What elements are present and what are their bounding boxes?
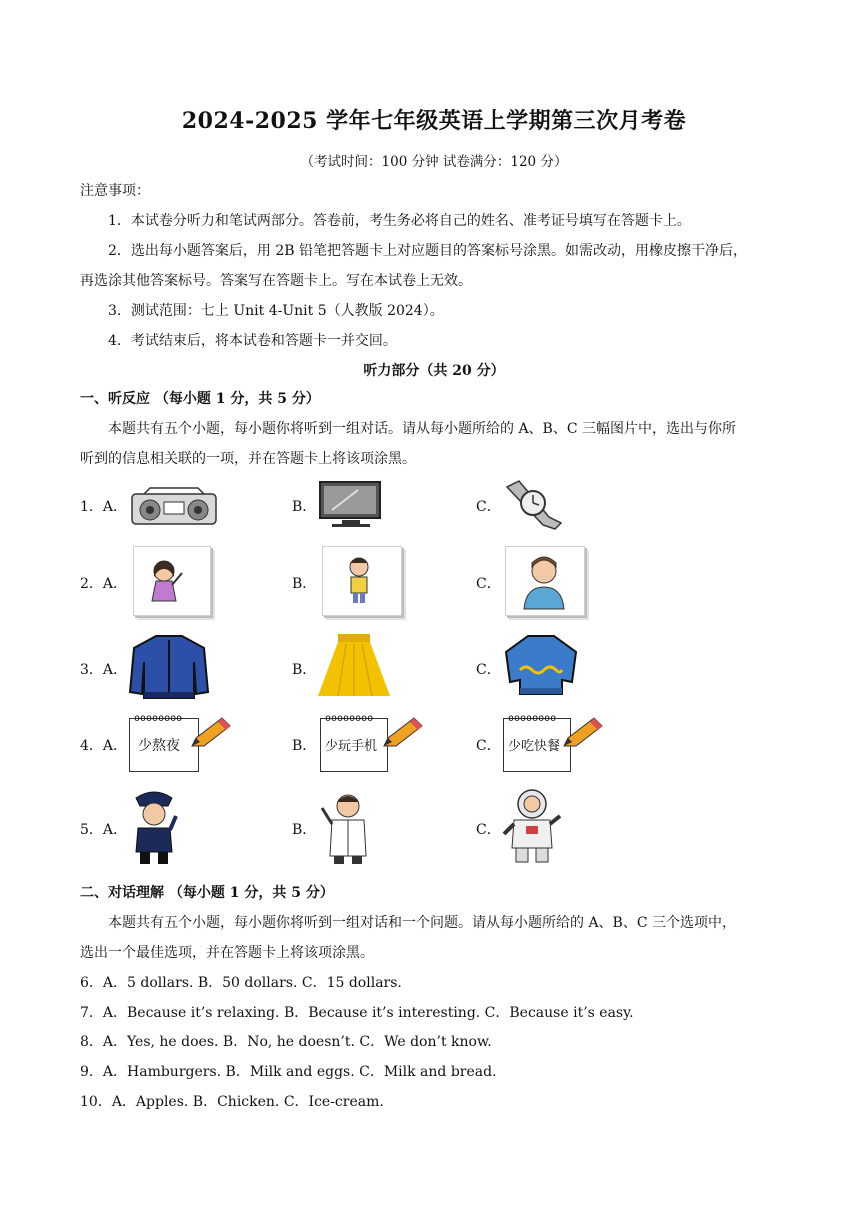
sweater-icon — [502, 630, 580, 698]
question-3-a-label: 3．A． — [80, 662, 128, 678]
question-5-b-label: B． — [292, 822, 317, 838]
radio-icon — [130, 486, 218, 526]
question-7: 7．A．Because it’s relaxing. B．Because it’s interesting. C．Because it’s easy. — [80, 1005, 634, 1021]
question-5-a-label: 5．A． — [80, 822, 128, 838]
note-item: 2．选出每小题答案后，用 2B 铅笔把答题卡上对应题目的答案标号涂黑。如需改动，用橡皮擦干净后， — [108, 243, 748, 259]
man-photo — [505, 546, 585, 616]
note-item: 3．测试范围：七上 Unit 4-Unit 5（人教版 2024）。 — [108, 303, 444, 319]
question-10: 10．A．Apples. B．Chicken. C．Ice-cream. — [80, 1094, 384, 1110]
question-6: 6．A．5 dollars. B．50 dollars. C．15 dollars. — [80, 975, 402, 991]
question-5-c-label: C． — [476, 822, 501, 838]
question-4-c-label: C． — [476, 738, 501, 754]
question-9: 9．A．Hamburgers. B．Milk and eggs. C．Milk and bread. — [80, 1064, 497, 1080]
pencil-icon — [190, 716, 232, 750]
question-4-b-label: B． — [292, 738, 317, 754]
section1-instruction: 听到的信息相关联的一项，并在答题卡上将该项涂黑。 — [80, 451, 416, 467]
question-1-a-label: 1．A． — [80, 499, 128, 515]
policeman-icon — [126, 786, 182, 868]
doctor-icon — [316, 786, 376, 868]
question-3-c-label: C． — [476, 662, 501, 678]
pencil-icon — [382, 716, 424, 750]
card-text: 少玩手机 — [325, 739, 378, 754]
boy-photo — [322, 546, 402, 616]
card-text: 少吃快餐 — [508, 739, 561, 754]
question-4-a-label: 4．A． — [80, 738, 128, 754]
notes-heading: 注意事项： — [80, 183, 150, 199]
watch-icon — [503, 477, 565, 531]
jacket-icon — [128, 632, 210, 702]
question-1-c-label: C． — [476, 499, 501, 515]
note-item: 4．考试结束后，将本试卷和答题卡一并交回。 — [108, 333, 397, 349]
section2-instruction: 本题共有五个小题，每小题你将听到一组对话和一个问题。请从每小题所给的 A、B、C 三个选项中， — [108, 915, 737, 931]
note-item: 再选涂其他答案标号。答案写在答题卡上。写在本试卷上无效。 — [80, 273, 472, 289]
notepad-card: oooooooo 少吃快餐 — [503, 718, 571, 772]
section1-title: 一、听反应 （每小题 1 分，共 5 分） — [80, 391, 320, 407]
card-text: 少熬夜 — [138, 738, 180, 754]
question-3-b-label: B． — [292, 662, 317, 678]
notepad-card: oooooooo 少玩手机 — [320, 718, 388, 772]
listening-heading: 听力部分（共 20 分） — [363, 363, 505, 379]
question-2-a-label: 2．A． — [80, 576, 128, 592]
question-2-b-label: B． — [292, 576, 317, 592]
tv-icon — [318, 480, 384, 528]
skirt-icon — [316, 632, 392, 700]
pencil-icon — [562, 716, 604, 750]
section2-title: 二、对话理解 （每小题 1 分，共 5 分） — [80, 885, 334, 901]
question-8: 8．A．Yes, he does. B．No, he doesn’t. C．We don’t know. — [80, 1034, 492, 1050]
astronaut-icon — [500, 784, 564, 868]
exam-info: （考试时间：100 分钟 试卷满分：120 分） — [300, 154, 568, 170]
girl-photo — [133, 546, 211, 616]
question-2-c-label: C． — [476, 576, 501, 592]
question-1-b-label: B． — [292, 499, 317, 515]
page-title: 2024-2025 学年七年级英语上学期第三次月考卷 — [181, 108, 687, 134]
section1-instruction: 本题共有五个小题，每小题你将听到一组对话。请从每小题所给的 A、B、C 三幅图片中，选出与你所 — [108, 421, 737, 437]
note-item: 1．本试卷分听力和笔试两部分。答卷前，考生务必将自己的姓名、准考证号填写在答题卡上。 — [108, 213, 691, 229]
section2-instruction: 选出一个最佳选项，并在答题卡上将该项涂黑。 — [80, 945, 374, 961]
notepad-card: oooooooo 少熬夜 — [129, 718, 199, 772]
